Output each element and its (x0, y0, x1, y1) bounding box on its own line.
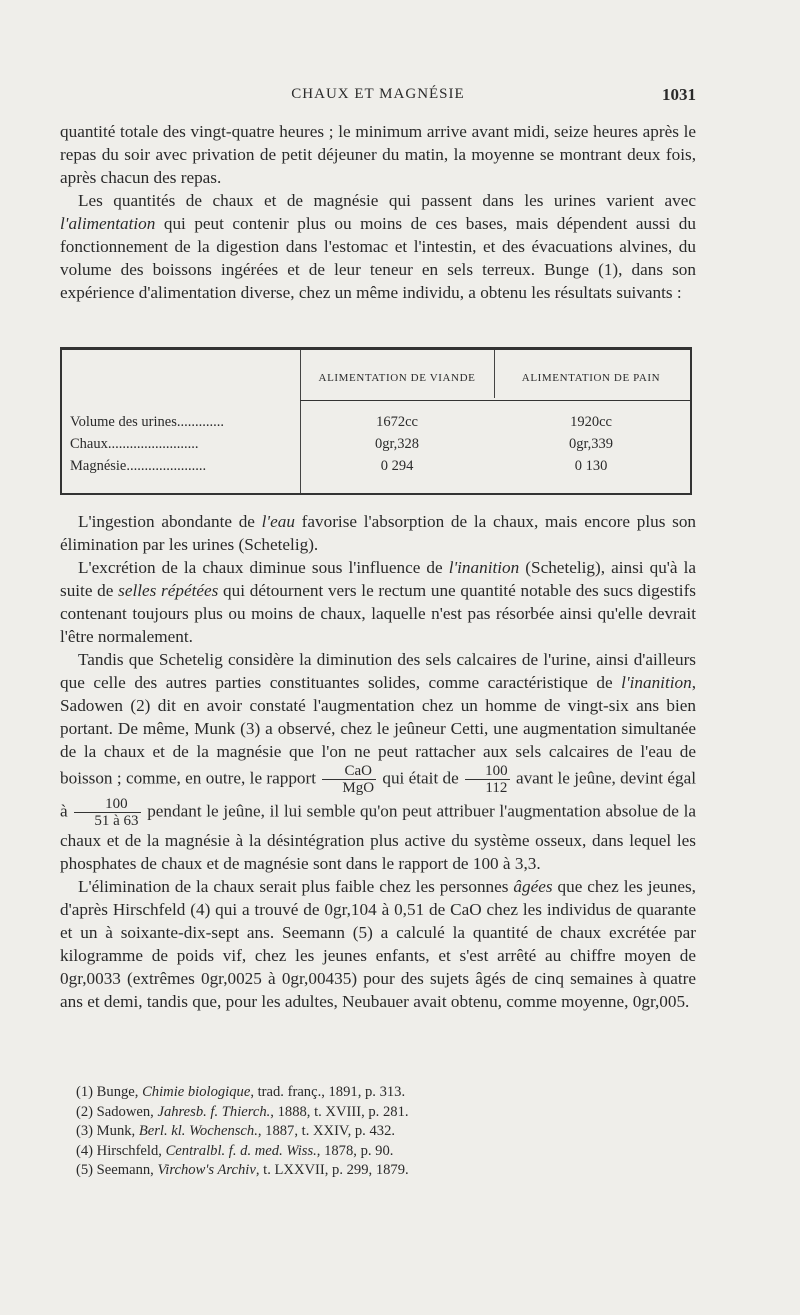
running-header (60, 86, 696, 110)
page-number: 1031 (662, 85, 696, 104)
paragraph-5-text-a: Tandis que Schetelig considère la diminution des sels calcaires de l'urine, ainsi d'ailleurs que celle des autres parties constituantes solides, comme caractéristique de (60, 650, 696, 692)
column-header-bread: ALIMENTATION DE PAIN (521, 372, 661, 384)
footnote-source: Centralbl. f. d. med. Wiss. (165, 1142, 317, 1159)
footnote-text: (2) Sadowen, (76, 1103, 158, 1120)
cell-value: 1672cc (376, 414, 418, 430)
paragraph-5-text-e: pendant le jeûne, il lui semble qu'on peut attribuer l'augmentation absolue de la chaux et de la magnésie à la désintégration plus active du système osseux, dans lequel les phosphates de chaux et de magnésie sont dans le rapport de 100 à 3,3. (60, 801, 696, 873)
footnote-text: (3) Munk, (76, 1123, 139, 1139)
paragraph-6-text-a: L'élimination de la chaux serait plus faible chez les personnes (78, 877, 514, 896)
paragraph-5-italic: l'inanition (621, 673, 692, 692)
footnote (76, 1122, 696, 1142)
paragraph-3 (60, 510, 696, 556)
paragraph-6-italic: âgées (513, 877, 553, 896)
footnotes (76, 1083, 696, 1181)
paragraph-5-text-d: avant le jeûne, devint égal à (60, 768, 696, 821)
paragraph-5-text-c: qui était de (378, 768, 464, 788)
paragraph-4-text-b: (Schetelig), ainsi qu'à la suite de (60, 558, 696, 600)
running-title: CHAUX ET MAGNÉSIE (291, 86, 465, 102)
body-text-top (60, 120, 696, 304)
paragraph-3-text-a: L'ingestion abondante de (78, 512, 262, 531)
paragraph-2 (60, 189, 696, 304)
paragraph-2-italic: l'alimentation (60, 214, 156, 233)
fraction-during (74, 796, 140, 829)
footnote-source: Jahresb. f. Thierch. (157, 1103, 271, 1120)
footnote-ref: , 1878, p. 90. (316, 1142, 394, 1159)
paragraph-4-italic-1: l'inanition (448, 558, 520, 577)
paragraph-4-italic-2: selles répétées (118, 581, 219, 600)
footnote-source: Berl. kl. Wochensch. (138, 1123, 258, 1139)
cell-value: 0 130 (574, 458, 608, 474)
cell-value: 1920cc (570, 414, 612, 430)
paragraph-4 (60, 556, 696, 648)
table-header-rule (300, 400, 690, 401)
row-label: Magnésie...................... (70, 458, 207, 474)
paragraph-6-text-b: que chez les jeunes, d'après Hirschfeld (4) qui a trouvé de 0gr,104 à 0,51 de CaO chez les individus de quarante et un à soixante-dix-sept ans. Seemann (5) a calculé la quantité de chaux excrétée par kilogramme de poids vif, chez les jeunes enfants, et s'est arrêté au chiffre moyen de 0gr,0033 (extrêmes 0gr,0025 à 0gr,00435) pour des sujets âgés de cinq semaines à quatre ans et demi, tandis que, pour les adultes, Neubauer avait obtenu, comme moyenne, 0gr,005. (60, 877, 696, 1011)
fraction-numerator: CaO (322, 763, 376, 780)
paragraph-4-text-a: L'excrétion de la chaux diminue sous l'influence de (78, 558, 449, 577)
paragraph-5 (60, 648, 696, 875)
row-label: Chaux......................... (70, 436, 199, 452)
cell-value: 0gr,339 (568, 436, 614, 452)
table-row (62, 436, 690, 456)
fraction-denominator: MgO (342, 780, 375, 796)
footnote-ref: , trad. franç., 1891, p. 313. (250, 1084, 406, 1100)
footnote-ref: , t. LXXVII, p. 299, 1879. (255, 1162, 409, 1178)
footnote (76, 1142, 696, 1162)
footnote-text: (1) Bunge, (76, 1084, 143, 1100)
footnote-ref: , 1887, t. XXIV, p. 432. (257, 1123, 396, 1139)
column-header-meat: ALIMENTATION DE VIANDE (318, 372, 476, 384)
fraction-denominator: 112 (485, 780, 508, 796)
paragraph-3-italic: l'eau (261, 512, 295, 531)
table-row (62, 414, 690, 434)
paragraph-2-text-b: qui peut contenir plus ou moins de ces bases, mais dépendent aussi du fonctionnement de la digestion dans l'estomac et l'intestin, et des évacuations alvines, du volume des boissons ingérées et de leur teneur en sels terreux. Bunge (1), dans son expérience d'alimentation diverse, chez un même individu, a obtenu les résultats suivants : (60, 214, 696, 302)
footnote-source: Chimie biologique (142, 1084, 251, 1100)
footnote (76, 1161, 696, 1181)
fraction-denominator: 51 à 63 (94, 813, 139, 829)
footnote-text: (4) Hirschfeld, (76, 1142, 166, 1159)
fraction-numerator: 100 (74, 796, 140, 813)
cell-value: 0gr,328 (374, 436, 420, 452)
cell-value: 0 294 (380, 458, 414, 474)
paragraph-6 (60, 875, 696, 1013)
paragraph-4-text-c: qui détournent vers le rectum une quantité notable des sucs digestifs contenant toujours plus ou moins de chaux, laquelle n'est pas résorbée ainsi qu'elle devrait l'être normalement. (60, 581, 696, 646)
row-label: Volume des urines............. (70, 414, 224, 430)
footnote (76, 1103, 696, 1123)
results-table (60, 347, 692, 495)
footnote-source: Virchow's Archiv (157, 1162, 256, 1178)
paragraph-3-text-b: favorise l'absorption de la chaux, mais encore plus son élimination par les urines (Schetelig). (60, 512, 697, 554)
fraction-cao-mgo (322, 763, 376, 796)
paragraph-5-text-b: , Sadowen (2) dit en avoir constaté l'augmentation chez un homme de vingt-six ans bien portant. De même, Munk (3) a observé, chez le jeûneur Cetti, une augmentation simultanée de la chaux et de la magnésie que l'on ne peut rattacher aux sels calcaires de l'eau de boisson ; comme, en outre, le rapport (60, 673, 696, 788)
paragraph-1: quantité totale des vingt-quatre heures ; le minimum arrive avant midi, seize heures après le repas du soir avec privation de petit déjeuner du matin, la moyenne se montrant deux fois, après chacun des repas. (60, 122, 696, 187)
table-row (62, 458, 690, 478)
fraction-numerator: 100 (465, 763, 510, 780)
fraction-before (465, 763, 510, 796)
footnote-text: (5) Seemann, (76, 1162, 158, 1178)
body-text-bottom (60, 510, 696, 1013)
paragraph-2-text-a: Les quantités de chaux et de magnésie qui passent dans les urines varient avec (78, 191, 696, 210)
footnote-ref: , 1888, t. XVIII, p. 281. (270, 1103, 409, 1120)
footnote (76, 1083, 696, 1103)
